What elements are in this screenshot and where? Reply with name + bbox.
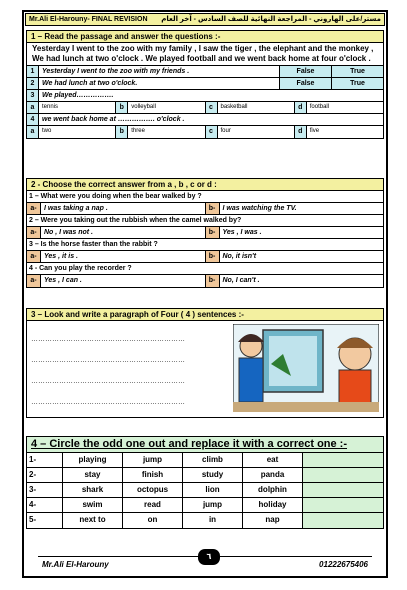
odd-row-4: 4- swim read jump holiday [27,498,383,513]
word[interactable]: climb [183,453,243,467]
header-left: Mr.Ali El-Harouny- FINAL REVISION [29,16,148,23]
word[interactable]: nap [243,513,303,528]
option-c[interactable]: basketball [218,102,295,113]
mc-options-4: a two b three c four d five [27,126,383,138]
page-number-badge [198,549,220,565]
answer-a[interactable]: Yes , it is . [41,251,206,262]
word[interactable]: on [123,513,183,528]
true-option[interactable]: True [331,66,383,77]
answer-a[interactable]: No , I was not . [41,227,206,238]
section-odd-title: 4 – Circle the odd one out and replace it with a correct one :- [27,437,383,453]
section-writing-title: 3 – Look and write a paragraph of Four ( 4 ) sentences :- [27,309,383,321]
word[interactable]: read [123,498,183,512]
choose-question-3: 3 – Is the horse faster than the rabbit ? [27,239,383,251]
choose-question-4: 4 - Can you play the recorder ? [27,263,383,275]
answer-blank[interactable] [303,483,383,497]
choose-answers-2: a- No , I was not . b- Yes , I was . [27,227,383,239]
odd-row-1: 1- playing jump climb eat [27,453,383,468]
answer-a[interactable]: Yes , I can . [41,275,206,287]
word[interactable]: next to [63,513,123,528]
odd-row-2: 2- stay finish study panda [27,468,383,483]
option-d[interactable]: football [309,104,330,110]
option-a[interactable]: two [39,126,116,138]
odd-row-5: 5- next to on in nap [27,513,383,528]
answer-b[interactable]: No, it isn't [222,253,257,260]
word[interactable]: jump [183,498,243,512]
mc-options-3: a tennis b volleyball c basketball d football [27,102,383,114]
choose-answers-1: a- I was taking a nap . b- I was watching the TV. [27,203,383,215]
reading-passage: Yesterday I went to the zoo with my family , I saw the tiger , the elephant and the monkey , We had lunch at two o'clock . We played football and we went back home at four o'clock . [27,43,383,66]
answer-blank[interactable] [303,513,383,528]
word[interactable]: octopus [123,483,183,497]
word[interactable]: playing [63,453,123,467]
section-writing [26,308,384,418]
header-right: مستر/على الهاروني - المراجعة النهائية للصف السادس - آخر العام [161,16,381,23]
page-number: ٦ [206,552,212,561]
section-reading-title: 1 – Read the passage and answer the questions :- [27,31,383,43]
word[interactable]: panda [243,468,303,482]
odd-row-3: 3- shark octopus lion dolphin [27,483,383,498]
writing-lines[interactable]: ………………………………………………………… ………………………………………………………… ………………………………………………………… ………………………………………………………… [31,336,185,406]
answer-b[interactable]: I was watching the TV. [222,205,297,212]
tf-row-1: 1 Yesterday I went to the zoo with my friends . False True [27,66,383,78]
option-b[interactable]: three [128,126,205,138]
false-option[interactable]: False [279,66,331,77]
word[interactable]: eat [243,453,303,467]
kids-window-illustration [233,324,379,412]
word[interactable]: dolphin [243,483,303,497]
mc-question-4: 4 we went back home at ……………. o'clock . [27,114,383,126]
choose-question-2: 2 – Were you taking out the rubbish when the camel walked by? [27,215,383,227]
option-c[interactable]: four [218,126,295,138]
word[interactable]: holiday [243,498,303,512]
answer-b[interactable]: No, I can't . [222,277,260,284]
header-bar [25,13,385,26]
word[interactable]: study [183,468,243,482]
choose-question-1: 1 – What were you doing when the bear walked by ? [27,191,383,203]
footer [38,552,372,572]
word[interactable]: lion [183,483,243,497]
mc-question-3: 3 We played……………. [27,90,383,102]
cartoon-picture [229,321,383,417]
word[interactable]: in [183,513,243,528]
option-a[interactable]: tennis [39,102,116,113]
word[interactable]: jump [123,453,183,467]
tf-row-2: 2 We had lunch at two o'clock. False True [27,78,383,90]
answer-blank[interactable] [303,453,383,467]
word[interactable]: swim [63,498,123,512]
footer-phone: 01222675406 [319,560,368,569]
answer-a[interactable]: I was taking a nap . [41,203,206,214]
word[interactable]: finish [123,468,183,482]
choose-answers-4: a- Yes , I can . b- No, I can't . [27,275,383,287]
section-reading [26,30,384,139]
section-choose-title: 2 - Choose the correct answer from a , b , c or d : [27,179,383,191]
word[interactable]: stay [63,468,123,482]
answer-blank[interactable] [303,498,383,512]
worksheet-page [22,10,388,578]
footer-name: Mr.Ali El-Harouny [42,560,109,569]
choose-answers-3: a- Yes , it is . b- No, it isn't [27,251,383,263]
option-b[interactable]: volleyball [128,102,205,113]
section-odd-one-out [26,436,384,529]
word[interactable]: shark [63,483,123,497]
false-option[interactable]: False [279,78,331,89]
true-option[interactable]: True [331,78,383,89]
answer-blank[interactable] [303,468,383,482]
option-d[interactable]: five [309,128,320,134]
answer-b[interactable]: Yes , I was . [222,229,262,236]
section-choose [26,178,384,288]
